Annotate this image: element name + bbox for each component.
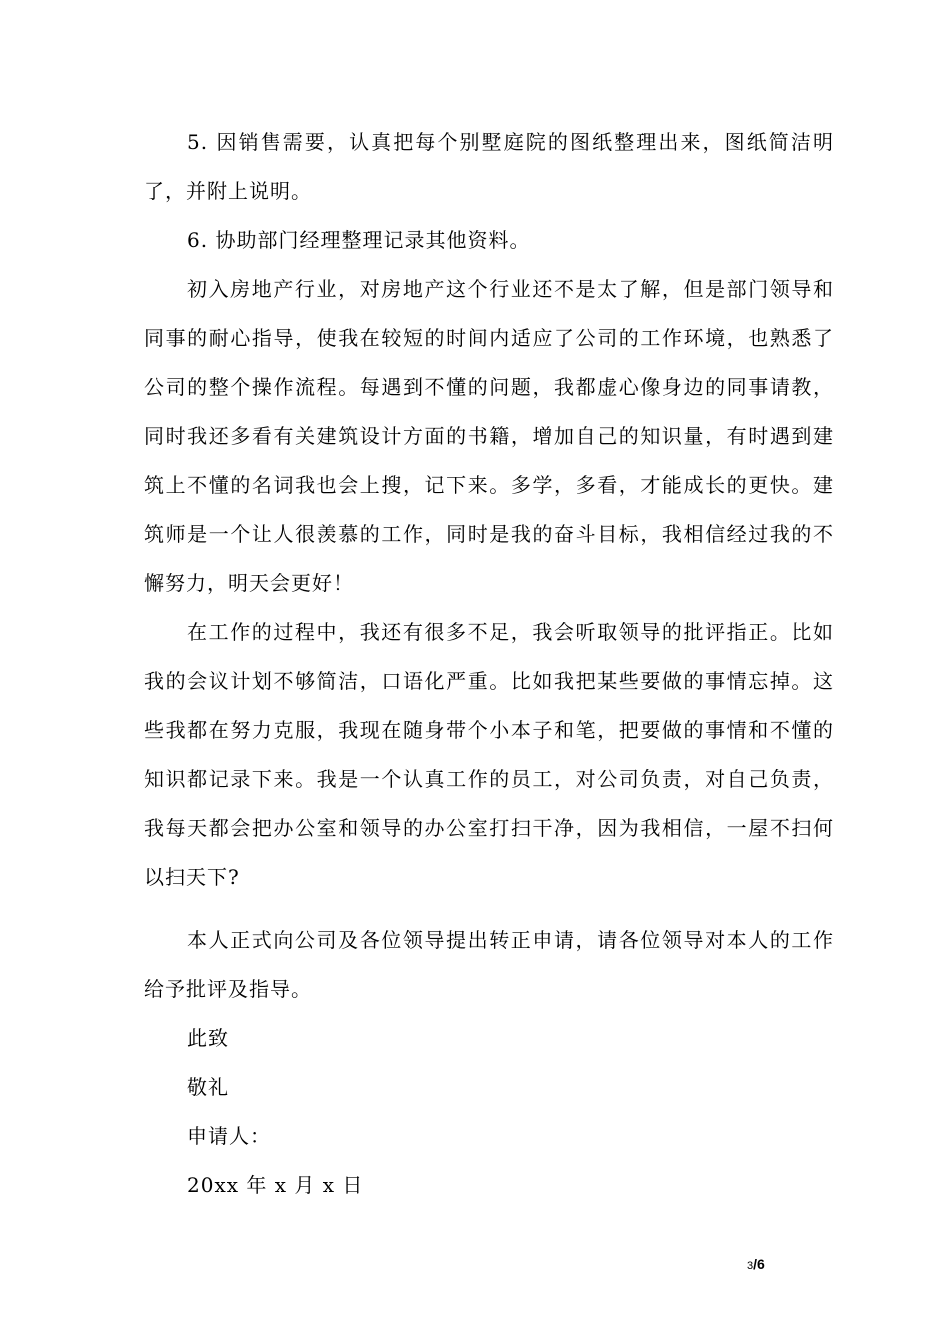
closing-regards: 敬礼 <box>187 1075 229 1099</box>
paragraph-shortcomings: 在工作的过程中，我还有很多不足，我会听取领导的批评指正。比如我的会议计划不够简洁，口语化严重。比如我把某些要做的事情忘掉。这些我都在努力克服，我现在随身带个小本子和笔，把要做的事情和不懂的知识都记录下来。我是一个认真工作的员工，对公司负责，对自己负责，我每天都会把办公室和领导的办公室打扫干净，因为我相信，一屋不扫何以扫天下? <box>144 620 834 889</box>
closing-salutation: 此致 <box>187 1026 229 1050</box>
paragraph-item-6: 6. 协助部门经理整理记录其他资料。 <box>187 228 531 252</box>
paragraph-item-5: 5. 因销售需要，认真把每个别墅庭院的图纸整理出来，图纸简洁明了，并附上说明。 <box>144 130 834 203</box>
total-pages: /6 <box>753 1256 765 1272</box>
page-number <box>747 1256 765 1274</box>
application-date: 20xx 年 x 月 x 日 <box>187 1173 364 1197</box>
applicant-label: 申请人： <box>187 1124 271 1148</box>
paragraph-application: 本人正式向公司及各位领导提出转正申请，请各位领导对本人的工作给予批评及指导。 <box>144 928 834 1001</box>
current-page-number: 3 <box>747 1260 754 1272</box>
paragraph-intro: 初入房地产行业，对房地产这个行业还不是太了解，但是部门领导和同事的耐心指导，使我在较短的时间内适应了公司的工作环境，也熟悉了公司的整个操作流程。每遇到不懂的问题，我都虚心像身边的同事请教，同时我还多看有关建筑设计方面的书籍，增加自己的知识量，有时遇到建筑上不懂的名词我也会上搜，记下来。多学，多看，才能成长的更快。建筑师是一个让人很羡慕的工作，同时是我的奋斗目标，我相信经过我的不懈努力，明天会更好！ <box>144 277 834 595</box>
